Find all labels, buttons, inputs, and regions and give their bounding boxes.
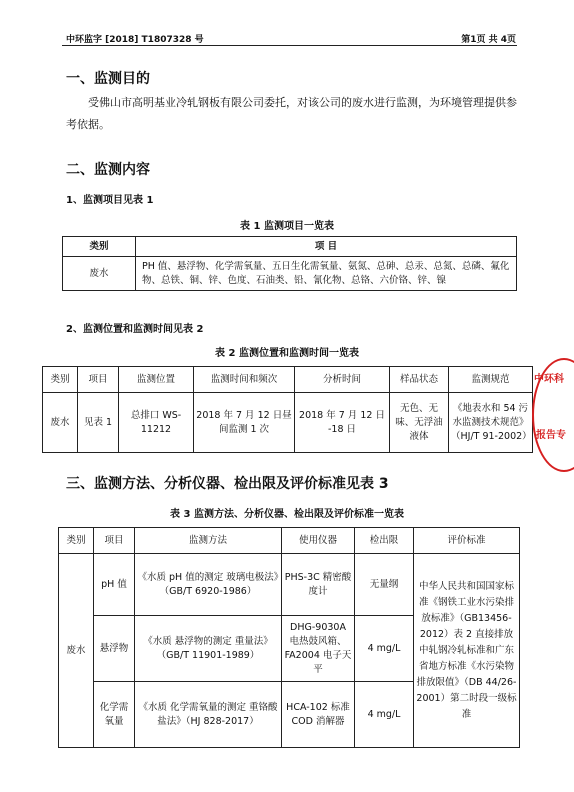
table3-caption: 表 3 监测方法、分析仪器、检出限及评价标准一览表: [170, 509, 404, 520]
table2-head-time: 监测时间和频次: [194, 367, 295, 393]
table2-category: 废水: [43, 393, 78, 453]
table3-head-instrument: 使用仪器: [282, 528, 355, 554]
table1-caption: 表 1 监测项目一览表: [240, 221, 334, 232]
table3-row-method: 《水质 pH 值的测定 玻璃电极法》（GB/T 6920-1986）: [135, 554, 282, 616]
table3-category: 废水: [59, 554, 94, 748]
table2-head-sample: 样品状态: [390, 367, 449, 393]
stamp-text-bottom: 报告专: [536, 430, 566, 441]
stamp-text-top: 中环科: [534, 374, 564, 385]
table1-category: 废水: [63, 257, 136, 291]
table3-head-item: 项目: [94, 528, 135, 554]
table2-head-location: 监测位置: [119, 367, 194, 393]
table3-head-standard: 评价标准: [414, 528, 520, 554]
page-number: 第1页 共 4页: [461, 35, 516, 45]
table3-row-item: 悬浮物: [94, 616, 135, 682]
table3-row-method: 《水质 化学需氧量的测定 重铬酸盐法》（HJ 828-2017）: [135, 682, 282, 748]
table3-row-instrument: DHG-9030A 电热鼓风箱、FA2004 电子天平: [282, 616, 355, 682]
section2-item1: 1、监测项目见表 1: [66, 195, 154, 206]
section1-title: 一、监测目的: [66, 71, 150, 87]
table2-head-spec: 监测规范: [449, 367, 533, 393]
table3-row-instrument: HCA-102 标准 COD 消解器: [282, 682, 355, 748]
section3-title: 三、监测方法、分析仪器、检出限及评价标准见表 3: [66, 476, 389, 492]
table1-head-category: 类别: [63, 237, 136, 257]
table1-items: PH 值、悬浮物、化学需氧量、五日生化需氧量、氨氮、总砷、总汞、总氮、总磷、氟化物、总铁、铜、锌、色度、石油类、铅、氰化物、总铬、六价铬、锌、镍: [136, 257, 517, 291]
table3-row-instrument: PHS-3C 精密酸度计: [282, 554, 355, 616]
header-divider: [62, 45, 517, 46]
table3-head-category: 类别: [59, 528, 94, 554]
table3-head-limit: 检出限: [355, 528, 414, 554]
table1-head-items: 项 目: [136, 237, 517, 257]
table2-head-analysis: 分析时间: [295, 367, 390, 393]
table3-row-limit: 无量纲: [355, 554, 414, 616]
section2-title: 二、监测内容: [66, 162, 150, 178]
table3-row-method: 《水质 悬浮物的测定 重量法》（GB/T 11901-1989）: [135, 616, 282, 682]
table3-standard: 中华人民共和国国家标准《钢铁工业水污染排放标准》（GB13456-2012）表 2 直接排放中轧钢冷轧标准和广东省地方标准《水污染物排放限值》（DB 44/26-2001）第二时段一级标准: [414, 554, 520, 748]
table3-row-limit: 4 mg/L: [355, 616, 414, 682]
table2-analysis: 2018 年 7 月 12 日 -18 日: [295, 393, 390, 453]
table2-time: 2018 年 7 月 12 日昼间监测 1 次: [194, 393, 295, 453]
table3-head-method: 监测方法: [135, 528, 282, 554]
red-stamp: [532, 358, 574, 472]
table2-head-item: 项目: [78, 367, 119, 393]
table2-sample: 无色、无味、无浮油液体: [390, 393, 449, 453]
table2-location: 总排口 WS-11212: [119, 393, 194, 453]
table1: [62, 236, 517, 291]
table2: [42, 366, 533, 453]
table3-row-item: pH 值: [94, 554, 135, 616]
table3: [58, 527, 520, 748]
table2-spec: 《地表水和 54 污水监测技术规范》（HJ/T 91-2002）: [449, 393, 533, 453]
table2-head-category: 类别: [43, 367, 78, 393]
report-number: 中环监字 [2018] T1807328 号: [66, 35, 204, 45]
table3-row-item: 化学需氧量: [94, 682, 135, 748]
table2-item: 见表 1: [78, 393, 119, 453]
table3-row-limit: 4 mg/L: [355, 682, 414, 748]
section1-body: 受佛山市高明基业冷轧钢板有限公司委托，对该公司的废水进行监测，为环境管理提供参考依据。: [66, 96, 517, 131]
section2-item2: 2、监测位置和监测时间见表 2: [66, 324, 204, 335]
table2-caption: 表 2 监测位置和监测时间一览表: [215, 348, 359, 359]
